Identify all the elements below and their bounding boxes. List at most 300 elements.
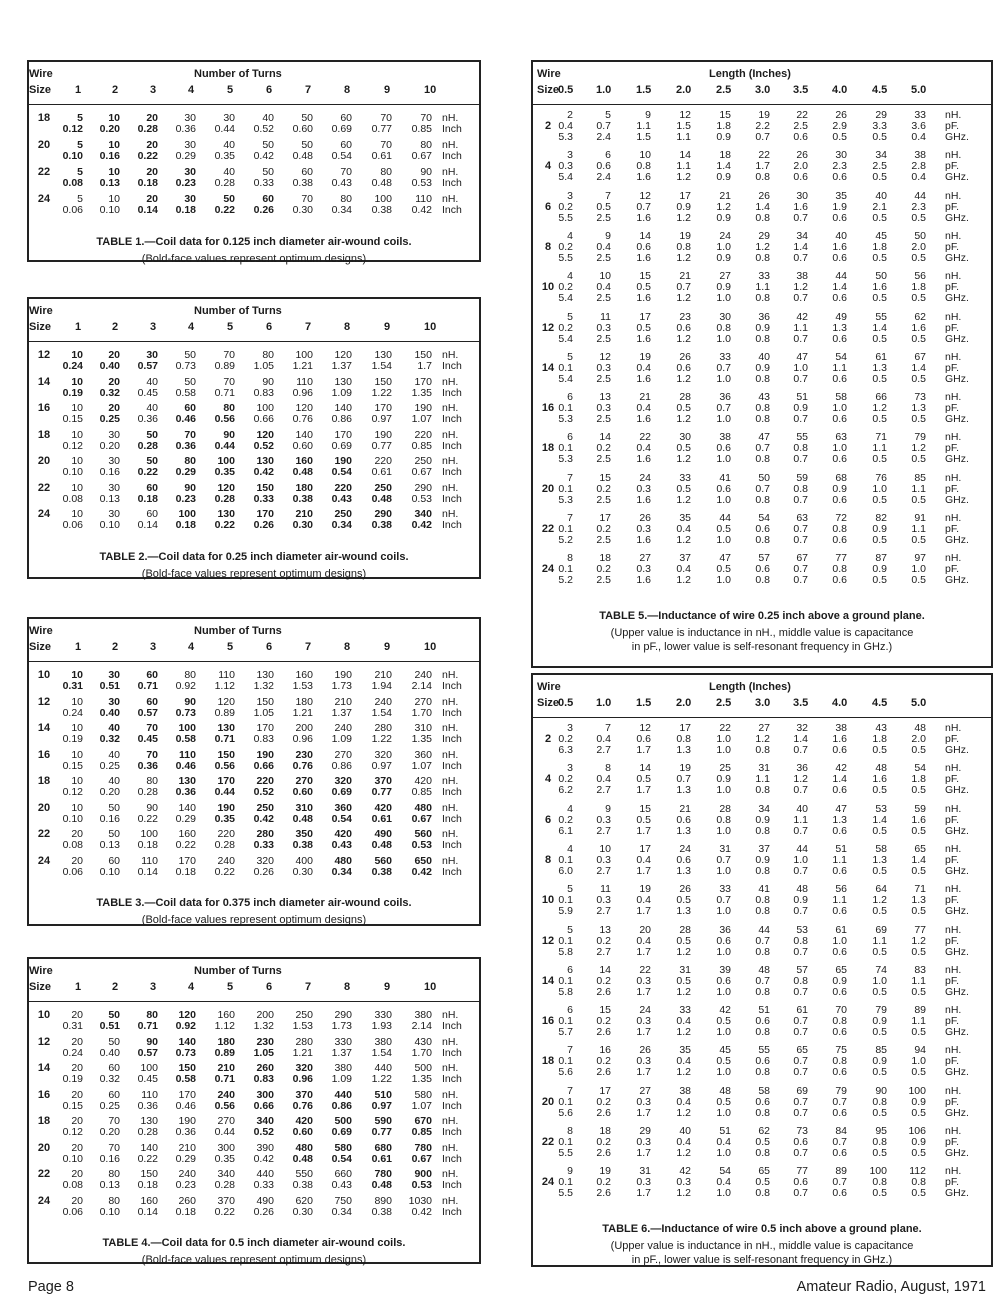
turn-number: 6	[266, 981, 273, 993]
unit-nh: nH.	[442, 349, 459, 361]
pf-value: 1.3	[872, 853, 887, 866]
nh-value: 6	[567, 391, 573, 404]
ghz-value: 0.6	[832, 1106, 847, 1119]
unit-label: pF.	[945, 321, 960, 334]
inch-value: 0.38	[292, 492, 313, 505]
publication-footer: Amateur Radio, August, 1971	[796, 1279, 986, 1295]
unit-nh: nH.	[442, 166, 459, 178]
table-header	[533, 62, 991, 105]
inch-value: 0.48	[371, 839, 392, 851]
nh-value: 19	[758, 109, 770, 121]
caption-note: (Bold-face values represent optimum designs)	[141, 1254, 367, 1266]
pf-value: 1.2	[755, 733, 770, 745]
pf-value: 0.8	[716, 321, 731, 334]
length-value: 0.5	[558, 84, 574, 96]
nh-value: 40	[835, 229, 847, 242]
ghz-value: 1.6	[636, 413, 651, 426]
ghz-value: 0.5	[911, 413, 926, 426]
ghz-value: 0.8	[755, 171, 770, 184]
ghz-value: 0.5	[911, 864, 926, 877]
ghz-value: 0.7	[793, 1187, 808, 1200]
caption-note: in pF., lower value is self-resonant frequency in GHz.)	[631, 1253, 893, 1266]
ghz-value: 0.6	[832, 292, 847, 305]
ghz-value: 0.7	[793, 744, 808, 756]
pf-value: 1.2	[755, 240, 770, 253]
wire-size: 4	[544, 160, 552, 173]
nh-value: 440	[334, 1088, 352, 1101]
table-header	[533, 675, 991, 718]
pf-value: 0.9	[755, 321, 770, 334]
ghz-value: 0.6	[832, 453, 847, 466]
inch-value: 0.34	[331, 865, 352, 878]
pf-value: 0.1	[558, 361, 573, 374]
nh-value: 140	[140, 1141, 158, 1154]
ghz-value: 6.2	[558, 784, 573, 797]
inch-value: 0.38	[292, 1179, 313, 1191]
nh-value: 7	[605, 189, 611, 202]
nh-value: 3	[567, 149, 573, 162]
pf-value: 0.7	[716, 402, 731, 415]
nh-value: 20	[146, 193, 158, 205]
inch-value: 0.73	[175, 706, 196, 719]
pf-value: 1.2	[911, 934, 926, 947]
nh-value: 80	[262, 349, 274, 361]
inch-value: 0.56	[214, 1099, 235, 1112]
inch-value: 1.22	[371, 1073, 392, 1085]
ghz-value: 1.2	[676, 1066, 691, 1079]
turn-number: 3	[150, 981, 157, 993]
pf-value: 0.3	[596, 894, 611, 907]
nh-value: 51	[719, 1125, 731, 1137]
ghz-value: 5.4	[558, 171, 573, 184]
unit-label: nH.	[945, 883, 962, 896]
nh-value: 100	[908, 1084, 926, 1097]
inch-value: 0.38	[371, 519, 392, 531]
inch-value: 0.31	[62, 1020, 83, 1032]
nh-value: 38	[719, 431, 731, 444]
pf-value: 1.0	[793, 361, 808, 374]
inch-value: 0.22	[137, 466, 158, 478]
ghz-value: 0.7	[793, 574, 808, 587]
ghz-value: 2.6	[596, 1066, 611, 1079]
length-label: Length (Inches)	[709, 68, 791, 80]
nh-value: 320	[334, 775, 352, 787]
nh-value: 210	[334, 695, 352, 708]
nh-value: 9	[605, 802, 611, 815]
nh-value: 4	[567, 270, 573, 283]
nh-value: 2	[567, 109, 573, 121]
unit-label: pF.	[945, 1055, 960, 1068]
inch-value: 0.24	[62, 360, 83, 372]
ghz-value: 0.5	[872, 1066, 887, 1079]
ghz-value: 1.2	[676, 1106, 691, 1119]
inch-value: 0.30	[292, 204, 313, 216]
nh-value: 47	[758, 431, 770, 444]
pf-value: 0.6	[755, 563, 770, 576]
inch-value: 0.18	[137, 492, 158, 505]
nh-value: 330	[334, 1035, 352, 1048]
inch-value: 0.66	[253, 759, 274, 772]
wire-size: 18	[37, 112, 51, 124]
nh-value: 280	[256, 828, 274, 840]
inch-value: 0.48	[292, 1152, 313, 1165]
inch-value: 1.73	[331, 680, 352, 692]
nh-value: 58	[875, 842, 887, 855]
pf-value: 0.6	[636, 240, 651, 253]
nh-value: 100	[217, 455, 235, 467]
ghz-value: 1.2	[676, 574, 691, 587]
pf-value: 0.7	[755, 974, 770, 987]
nh-value: 30	[223, 112, 235, 124]
nh-value: 190	[256, 748, 274, 761]
ghz-value: 5.3	[558, 131, 573, 143]
pf-value: 1.8	[911, 773, 926, 786]
pf-value: 1.8	[716, 120, 731, 132]
nh-value: 33	[679, 1004, 691, 1017]
inch-value: 0.29	[175, 150, 196, 162]
nh-value: 60	[146, 481, 158, 494]
turn-number: 1	[75, 641, 82, 653]
nh-value: 90	[184, 695, 196, 708]
inch-value: 0.35	[214, 1152, 235, 1165]
inch-value: 0.71	[214, 386, 235, 399]
nh-value: 170	[334, 428, 352, 441]
ghz-value: 0.6	[832, 211, 847, 224]
nh-value: 30	[184, 112, 196, 124]
inch-value: 0.38	[371, 204, 392, 216]
inch-value: 0.08	[62, 1179, 83, 1191]
inch-value: 0.85	[411, 786, 432, 798]
nh-value: 12	[599, 350, 611, 363]
inch-value: 0.22	[137, 812, 158, 825]
pf-value: 0.5	[716, 1055, 731, 1068]
length-value: 4.5	[872, 697, 888, 709]
nh-value: 20	[71, 1062, 83, 1074]
ghz-value: 0.6	[832, 534, 847, 546]
ghz-value: 2.6	[596, 1026, 611, 1039]
page-number: Page 8	[28, 1279, 74, 1295]
size-label: Size	[537, 697, 560, 709]
ghz-value: 0.8	[755, 744, 770, 756]
ghz-value: 1.2	[676, 413, 691, 426]
pf-value: 0.2	[596, 563, 611, 576]
nh-value: 60	[184, 402, 196, 414]
nh-value: 11	[600, 883, 611, 896]
ghz-value: 1.7	[636, 985, 651, 998]
ghz-value: 0.5	[872, 574, 887, 587]
nh-value: 10	[71, 402, 83, 414]
nh-value: 72	[835, 512, 847, 524]
inch-value: 0.67	[411, 812, 432, 825]
nh-value: 310	[295, 801, 313, 814]
ghz-value: 1.2	[676, 251, 691, 264]
nh-value: 15	[639, 270, 651, 283]
inch-value: 0.60	[292, 123, 313, 135]
nh-value: 51	[796, 391, 808, 404]
nh-value: 85	[875, 1044, 887, 1057]
nh-value: 240	[414, 669, 432, 681]
nh-value: 4	[567, 229, 573, 242]
nh-value: 50	[108, 1009, 120, 1021]
pf-value: 1.3	[911, 402, 926, 415]
turn-number: 8	[344, 981, 351, 993]
pf-value: 0.8	[872, 1136, 887, 1148]
nh-value: 38	[914, 149, 926, 162]
inch-value: 0.13	[99, 839, 120, 851]
nh-value: 15	[599, 471, 611, 484]
nh-value: 27	[639, 1084, 651, 1097]
ghz-value: 5.3	[558, 413, 573, 426]
nh-value: 30	[108, 669, 120, 681]
ghz-value: 0.8	[755, 251, 770, 264]
unit-inch: Inch	[442, 360, 462, 372]
nh-value: 170	[178, 854, 196, 867]
pf-value: 0.3	[596, 361, 611, 374]
nh-value: 170	[178, 1088, 196, 1101]
unit-label: pF.	[945, 974, 960, 987]
ghz-value: 0.7	[793, 824, 808, 837]
inch-value: 0.42	[253, 812, 274, 825]
nh-value: 100	[140, 1062, 158, 1074]
unit-label: nH.	[945, 1084, 962, 1097]
ghz-value: 0.6	[832, 864, 847, 877]
nh-value: 40	[108, 775, 120, 787]
turn-number: 1	[75, 84, 82, 96]
ghz-value: 0.5	[872, 211, 887, 224]
inch-value: 1.54	[371, 360, 392, 372]
turn-number: 7	[305, 321, 312, 333]
nh-value: 120	[217, 481, 235, 494]
nh-value: 42	[835, 762, 847, 775]
inch-value: 0.36	[175, 1126, 196, 1138]
pf-value: 0.7	[636, 200, 651, 213]
unit-label: pF.	[945, 160, 960, 173]
ghz-value: 0.6	[832, 945, 847, 958]
pf-value: 0.6	[755, 1015, 770, 1028]
nh-value: 34	[875, 149, 887, 162]
inch-value: 0.96	[292, 386, 313, 399]
coil-table-1	[27, 60, 481, 265]
inch-value: 0.10	[62, 1152, 83, 1165]
nh-value: 440	[374, 1062, 392, 1074]
unit-label: pF.	[945, 1136, 960, 1148]
nh-value: 26	[758, 189, 770, 202]
nh-value: 43	[758, 391, 770, 404]
ghz-value: 0.5	[872, 1026, 887, 1039]
pf-value: 0.3	[636, 1055, 651, 1068]
turn-number: 3	[150, 84, 157, 96]
nh-value: 4	[567, 802, 573, 815]
ghz-value: 0.5	[872, 744, 887, 756]
inch-value: 1.09	[331, 733, 352, 745]
nh-value: 40	[796, 802, 808, 815]
length-value: 1.0	[596, 697, 612, 709]
nh-value: 220	[334, 481, 352, 494]
inch-value: 0.83	[253, 386, 274, 399]
unit-label: GHz.	[945, 744, 969, 756]
nh-value: 20	[71, 1009, 83, 1021]
inch-value: 0.86	[331, 1099, 352, 1112]
unit-label: GHz.	[945, 985, 969, 998]
nh-value: 73	[914, 391, 926, 404]
wire-size: 12	[541, 321, 555, 334]
pf-value: 0.5	[755, 1176, 770, 1189]
nh-value: 780	[414, 1141, 432, 1154]
unit-nh: nH.	[442, 854, 459, 867]
nh-value: 200	[295, 722, 313, 734]
inch-value: 1.94	[371, 680, 392, 692]
pf-value: 0.5	[716, 563, 731, 576]
nh-value: 9	[567, 1165, 573, 1178]
pf-value: 0.3	[636, 1095, 651, 1108]
pf-value: 0.4	[676, 1136, 691, 1148]
inch-value: 0.10	[99, 204, 120, 216]
nh-value: 49	[835, 310, 847, 323]
nh-value: 20	[71, 1194, 83, 1207]
wire-label: Wire	[29, 965, 53, 977]
nh-value: 17	[599, 1084, 611, 1097]
nh-value: 58	[758, 1084, 770, 1097]
inch-value: 0.28	[214, 839, 235, 851]
turn-number: 5	[227, 321, 234, 333]
pf-value: 0.2	[558, 240, 573, 253]
pf-value: 0.6	[676, 813, 691, 826]
pf-value: 0.4	[558, 120, 573, 132]
inch-value: 0.77	[371, 1126, 392, 1138]
turns-label: Number of Turns	[194, 965, 282, 977]
inch-value: 1.32	[253, 1020, 274, 1032]
wire-size: 6	[544, 200, 552, 213]
inch-value: 0.29	[175, 466, 196, 478]
ghz-value: 0.5	[911, 1187, 926, 1200]
nh-value: 380	[334, 1062, 352, 1074]
turn-number: 6	[266, 641, 273, 653]
inch-value: 0.12	[62, 123, 83, 135]
unit-label: nH.	[945, 471, 962, 484]
pf-value: 0.2	[596, 482, 611, 495]
wire-size: 20	[541, 482, 555, 495]
nh-value: 250	[334, 508, 352, 520]
inch-value: 0.61	[371, 466, 392, 478]
unit-label: nH.	[945, 1044, 962, 1057]
nh-value: 130	[140, 1115, 158, 1127]
ghz-value: 0.5	[911, 824, 926, 837]
inch-value: 1.07	[411, 413, 432, 425]
nh-value: 290	[374, 508, 392, 520]
pf-value: 1.4	[832, 281, 847, 294]
nh-value: 10	[71, 669, 83, 681]
length-value: 0.5	[558, 697, 574, 709]
nh-value: 780	[374, 1168, 392, 1180]
nh-value: 18	[599, 552, 611, 565]
nh-value: 24	[639, 471, 651, 484]
pf-value: 1.1	[793, 813, 808, 826]
unit-label: pF.	[945, 1095, 960, 1108]
nh-value: 54	[719, 1165, 731, 1178]
nh-value: 110	[415, 193, 432, 205]
wire-size: 10	[541, 281, 555, 294]
nh-value: 83	[914, 963, 926, 976]
pf-value: 2.1	[872, 200, 887, 213]
nh-value: 38	[679, 1084, 691, 1097]
ghz-value: 0.8	[755, 905, 770, 918]
ghz-value: 0.8	[755, 453, 770, 466]
pf-value: 0.2	[596, 974, 611, 987]
pf-value: 0.8	[872, 1095, 887, 1108]
nh-value: 14	[599, 431, 611, 444]
pf-value: 1.4	[832, 773, 847, 786]
pf-value: 0.5	[636, 813, 651, 826]
pf-value: 0.2	[596, 1095, 611, 1108]
pf-value: 0.5	[636, 773, 651, 786]
inch-value: 0.10	[62, 812, 83, 825]
nh-value: 190	[374, 428, 392, 441]
nh-value: 10	[71, 508, 83, 520]
ghz-value: 0.7	[793, 784, 808, 797]
unit-label: nH.	[945, 229, 962, 242]
wire-size: 22	[541, 523, 555, 535]
caption-note: (Bold-face values represent optimum designs)	[141, 253, 367, 265]
unit-label: pF.	[945, 773, 960, 786]
nh-value: 22	[639, 963, 651, 976]
ghz-value: 0.8	[755, 1026, 770, 1039]
pf-value: 1.2	[793, 281, 808, 294]
pf-value: 1.3	[911, 894, 926, 907]
nh-value: 50	[262, 166, 274, 178]
caption-note: (Upper value is inductance in nH., middle value is capacitance	[610, 626, 914, 639]
nh-value: 33	[719, 350, 731, 363]
nh-value: 320	[256, 854, 274, 867]
unit-label: nH.	[945, 189, 962, 202]
unit-nh: nH.	[442, 1088, 459, 1101]
nh-value: 60	[108, 1062, 120, 1074]
ghz-value: 0.7	[793, 453, 808, 466]
pf-value: 1.6	[832, 240, 847, 253]
nh-value: 10	[108, 166, 120, 178]
length-value: 2.5	[716, 84, 732, 96]
nh-value: 20	[146, 112, 158, 124]
nh-value: 48	[719, 1084, 731, 1097]
wire-size: 24	[37, 854, 51, 867]
nh-value: 68	[835, 471, 847, 484]
unit-label: GHz.	[945, 332, 969, 345]
wire-label: Wire	[537, 681, 561, 693]
pf-value: 0.6	[716, 442, 731, 455]
pf-value: 2.3	[832, 160, 847, 173]
pf-value: 1.5	[676, 120, 691, 132]
nh-value: 70	[420, 112, 432, 124]
turn-number: 3	[150, 641, 157, 653]
wire-size: 20	[37, 139, 51, 151]
pf-value: 1.6	[872, 281, 887, 294]
pf-value: 1.4	[911, 361, 926, 374]
inch-value: 0.97	[371, 1099, 392, 1112]
inch-value: 0.36	[137, 1099, 158, 1112]
nh-value: 44	[796, 842, 808, 855]
inch-value: 1.21	[292, 706, 313, 719]
inch-value: 0.24	[62, 706, 83, 719]
nh-value: 11	[600, 310, 611, 323]
wire-size: 14	[37, 375, 51, 388]
unit-label: GHz.	[945, 493, 969, 506]
nh-value: 69	[875, 923, 887, 936]
ghz-value: 0.6	[832, 372, 847, 385]
inch-value: 0.42	[253, 466, 274, 478]
ghz-value: 0.7	[793, 945, 808, 958]
ghz-value: 0.5	[872, 171, 887, 184]
inch-value: 0.69	[331, 439, 352, 452]
ghz-value: 0.5	[911, 453, 926, 466]
